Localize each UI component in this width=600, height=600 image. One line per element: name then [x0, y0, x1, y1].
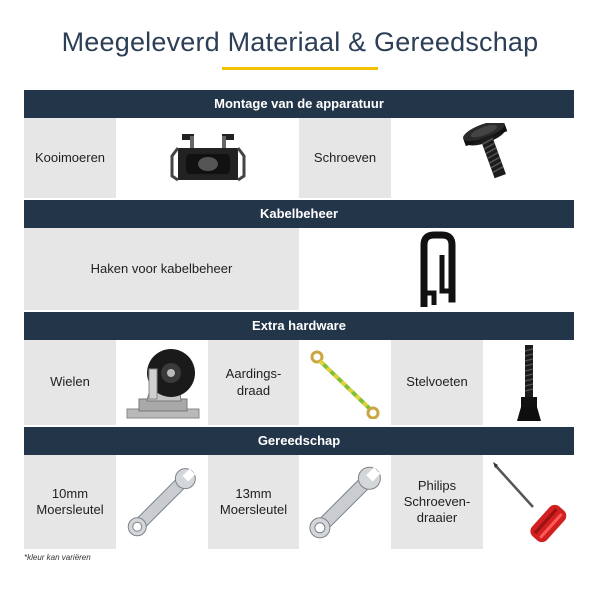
cable-hook-icon — [412, 231, 462, 307]
item-label-10mm-wrench: 10mm Moersleutel — [24, 455, 116, 549]
page-title: Meegeleverd Materiaal & Gereedschap — [61, 27, 539, 57]
item-label-cable-hooks: Haken voor kabelbeheer — [24, 228, 299, 310]
grounding-wire-image — [299, 340, 391, 425]
section-header-cable-management: Kabelbeheer — [24, 200, 574, 228]
item-label-13mm-wrench: 13mm Moersleutel — [208, 455, 299, 549]
screwdriver-image — [483, 455, 574, 549]
caster-wheel-icon — [121, 343, 203, 423]
grounding-wire-icon — [307, 347, 383, 419]
leveling-foot-image — [483, 340, 574, 425]
cage-nut-icon — [168, 126, 248, 190]
section-header-mounting: Montage van de apparatuur — [24, 90, 574, 118]
section-header-tools: Gereedschap — [24, 427, 574, 455]
title-underline — [222, 67, 378, 70]
cage-nut-image — [116, 118, 299, 198]
item-label-grounding-wire: Aardings- draad — [208, 340, 299, 425]
wrench-10mm-image — [116, 455, 208, 549]
item-label-phillips-screwdriver: Philips Schroeven- draaier — [391, 455, 483, 549]
item-label-wheels: Wielen — [24, 340, 116, 425]
screwdriver-icon — [489, 459, 569, 545]
caster-wheel-image — [116, 340, 208, 425]
screw-icon — [443, 123, 523, 193]
wrench-icon — [301, 458, 389, 546]
item-label-leveling-feet: Stelvoeten — [391, 340, 483, 425]
item-label-cage-nuts: Kooimoeren — [24, 118, 116, 198]
leveling-foot-icon — [509, 341, 549, 425]
screw-image — [391, 118, 574, 198]
wrench-13mm-image — [299, 455, 391, 549]
item-label-screws: Schroeven — [299, 118, 391, 198]
section-header-extra-hardware: Extra hardware — [24, 312, 574, 340]
footnote: *kleur kan variëren — [24, 553, 91, 562]
wrench-icon — [120, 459, 204, 545]
cable-hook-image — [299, 228, 574, 310]
